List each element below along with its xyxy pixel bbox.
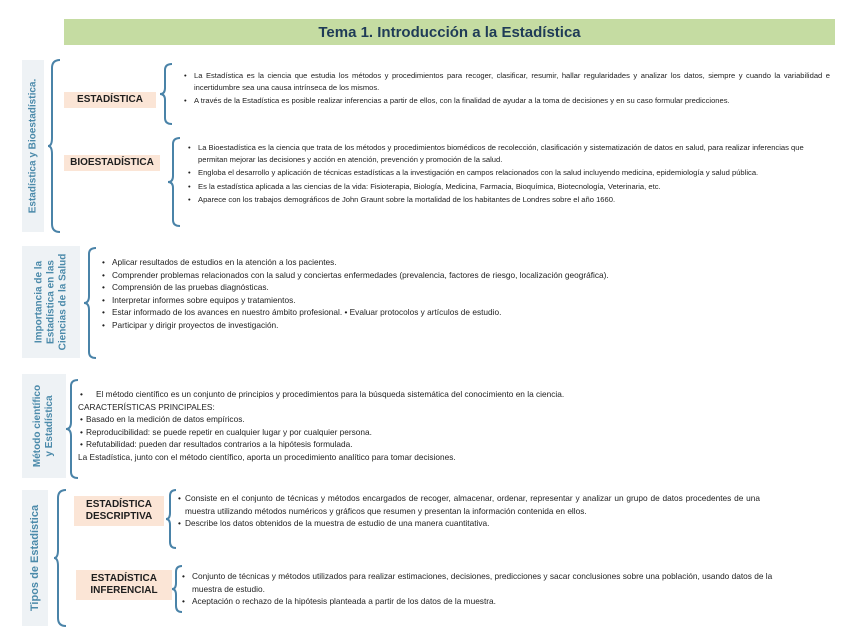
side-label-text: Método científico y Estadística (32, 384, 56, 468)
list-item: • Describe los datos obtenidos de la muestra de estudio de una manera cuantitativa. (176, 517, 760, 530)
bioestadistica-bullets (186, 142, 834, 206)
label-estadistica-descriptiva: ESTADÍSTICA DESCRIPTIVA (74, 496, 164, 526)
page-title: Tema 1. Introducción a la Estadística (318, 23, 581, 41)
label-bioestadistica: BIOESTADÍSTICA (64, 155, 160, 171)
list-item: • A través de la Estadística es posible realizar inferencias a partir de ellos, con la finalidad de ayudar a la toma de decisiones y en su caso formular predicciones. (182, 95, 830, 107)
brace-importancia (84, 246, 98, 360)
list-item: • Basado en la medición de datos empíricos. (78, 413, 838, 426)
list-item: • Comprender problemas relacionados con la salud y conciertas enfermedades (prevalencia, factores de riesgo, localización geográfica). (100, 269, 840, 282)
estadistica-bullets (182, 70, 830, 107)
brace-estadistica (160, 62, 174, 126)
list-item: • Interpretar informes sobre equipos y tratamientos. (100, 294, 840, 307)
metodo-content (78, 388, 838, 464)
brace-bioestadistica (168, 136, 182, 228)
side-label-text: Tipos de Estadística (29, 504, 42, 612)
label-estadistica: ESTADÍSTICA (64, 92, 156, 108)
inferencial-bullets (180, 570, 780, 608)
metodo-heading: CARACTERÍSTICAS PRINCIPALES: (78, 401, 215, 412)
metodo-closing: La Estadística, junto con el método científico, aporta un procedimiento analítico para tomar decisiones. (78, 451, 456, 462)
brace-tipos (54, 488, 68, 628)
list-item: • Participar y dirigir proyectos de investigación. (100, 319, 840, 332)
list-item: • Aceptación o rechazo de la hipótesis planteada a partir de los datos de la muestra. (180, 595, 780, 608)
list-item: • Conjunto de técnicas y métodos utilizados para realizar estimaciones, decisiones, predicciones y sacar conclusiones sobre una población, usando datos de la muestra de estudio. (180, 570, 780, 595)
list-item: • Comprensión de las pruebas diagnósticas. (100, 281, 840, 294)
list-item: • Aparece con los trabajos demográficos de John Graunt sobre la mortalidad de los habitantes de Londres sobre el año 1660. (186, 194, 834, 206)
list-item: • Estar informado de los avances en nuestro ámbito profesional. • Evaluar protocolos y artículos de estudio. (100, 306, 840, 319)
label-estadistica-inferencial: ESTADÍSTICA INFERENCIAL (76, 570, 172, 600)
list-item: • Engloba el desarrollo y aplicación de técnicas estadísticas a la investigación en campos relacionados con la salud incluyendo medicina, epidemiología y salud pública. (186, 167, 834, 179)
side-label-importancia (22, 246, 80, 358)
list-item: • Refutabilidad: pueden dar resultados contrarios a la hipótesis formulada. (78, 438, 838, 451)
metodo-intro: • El método científico es un conjunto de principios y procedimientos para la búsqueda sistemática del conocimiento en la ciencia. (78, 388, 838, 401)
list-item: • Aplicar resultados de estudios en la atención a los pacientes. (100, 256, 840, 269)
descriptiva-bullets (176, 492, 760, 530)
list-item: • Consiste en el conjunto de técnicas y métodos encargados de recoger, almacenar, ordenar, representar y analizar un grupo de datos procedentes de una muestra utilizando métodos numéricos y gráficos que resumen y presentan la información contenida en ellos. (176, 492, 760, 517)
list-item: • La Bioestadística es la ciencia que trata de los métodos y procedimientos biomédicos de recolección, clasificación y sistematización de datos en salud, para realizar inferencias que permitan mejorar las decisiones y acción en atención, prevención y promoción de la salud. (186, 142, 834, 165)
importancia-bullets (100, 256, 840, 332)
page-title-bar (64, 19, 835, 45)
side-label-metodo (22, 374, 66, 478)
list-item: • Es la estadística aplicada a las ciencias de la vida: Fisioterapia, Biología, Medicina, Farmacia, Bioquímica, Biotecnología, Veterinaria, etc. (186, 181, 834, 193)
list-item: • La Estadística es la ciencia que estudia los métodos y procedimientos para recoger, clasificar, resumir, hallar regularidades y analizar los datos, siempre y cuando la variabilidad e incertidumbre sea una causa intrínseca de los mismos. (182, 70, 830, 93)
side-label-tipos (22, 490, 48, 626)
brace-section-1 (48, 58, 62, 234)
side-label-estadistica-bioestadistica (22, 60, 44, 232)
side-label-text: Estadística y Bioestadística. (27, 78, 39, 214)
side-label-text: Importancia de la Estadística en las Ciencias de la Salud (33, 253, 68, 351)
list-item: • Reproducibilidad: se puede repetir en cualquier lugar y por cualquier persona. (78, 426, 838, 439)
